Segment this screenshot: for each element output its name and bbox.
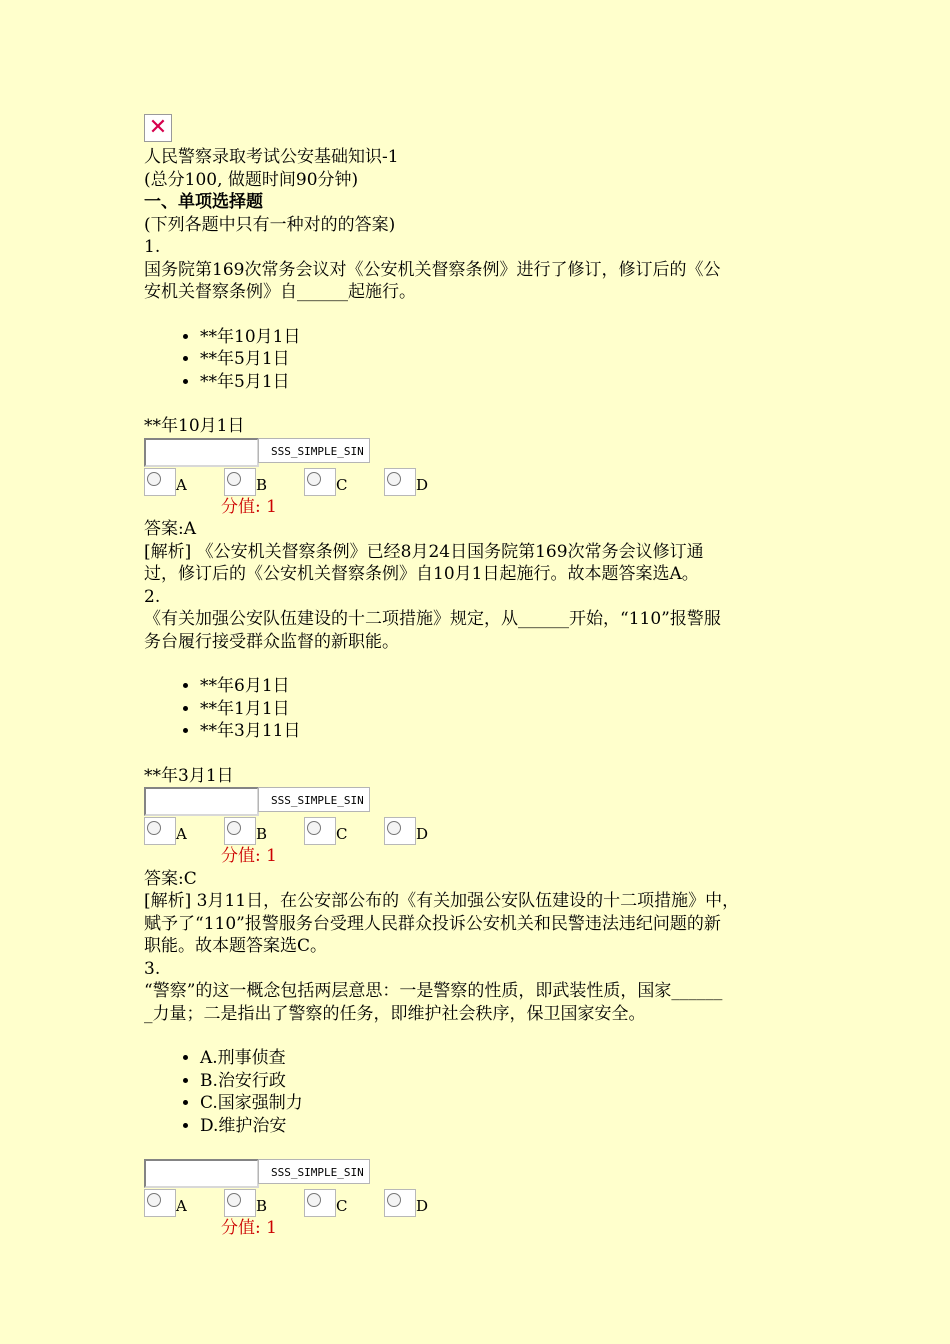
answer-text-input[interactable] bbox=[144, 438, 259, 467]
question-type-select[interactable]: SSS_SIMPLE_SIN bbox=[258, 438, 370, 463]
analysis-text: 过，修订后的《公安机关督察条例》自10月1日起施行。故本题答案选A。 bbox=[144, 564, 699, 584]
question-text: 务台履行接受群众监督的新职能。 bbox=[144, 631, 399, 652]
question-text: 国务院第169次常务会议对《公安机关督察条例》进行了修订，修订后的《公 bbox=[144, 259, 721, 280]
question-text: _力量；二是指出了警察的任务，即维护社会秩序，保卫国家安全。 bbox=[144, 1003, 646, 1024]
answer-radio-group bbox=[144, 817, 824, 845]
close-icon: ✕ bbox=[148, 115, 168, 140]
option-item: • **年6月1日 bbox=[200, 675, 824, 698]
analysis-text: [解析] 《公安机关督察条例》已经8月24日国务院第169次常务会议修订通 bbox=[144, 541, 704, 562]
radio-icon bbox=[227, 821, 241, 835]
analysis-text: [解析] 3月11日，在公安部公布的《有关加强公安队伍建设的十二项措施》中， bbox=[144, 891, 740, 911]
selected-option-text: **年3月1日 bbox=[144, 765, 234, 786]
analysis-text: 职能。故本题答案选C。 bbox=[144, 936, 328, 956]
radio-label: C bbox=[336, 825, 348, 843]
radio-label: A bbox=[176, 1197, 187, 1215]
question-2 bbox=[144, 586, 824, 958]
answer-radio-group bbox=[144, 468, 824, 496]
option-list bbox=[144, 675, 824, 743]
radio-label: A bbox=[176, 825, 187, 843]
option-list bbox=[144, 326, 824, 394]
question-text: 安机关督察条例》自______起施行。 bbox=[144, 282, 416, 302]
score-label: 分值: 1 bbox=[221, 846, 277, 866]
radio-icon bbox=[147, 821, 161, 835]
answer-text: 答案:A bbox=[144, 519, 197, 539]
radio-label: D bbox=[416, 475, 429, 494]
radio-icon bbox=[227, 1193, 241, 1207]
score-label: 分值: 1 bbox=[221, 1218, 277, 1238]
answer-input-row bbox=[144, 787, 824, 817]
answer-text-input[interactable] bbox=[144, 1159, 259, 1188]
option-item: • **年5月1日 bbox=[200, 348, 824, 371]
answer-radio-group bbox=[144, 1189, 824, 1217]
radio-icon bbox=[147, 1193, 161, 1207]
question-type-select[interactable]: SSS_SIMPLE_SIN bbox=[258, 1159, 370, 1184]
radio-label: A bbox=[176, 475, 187, 494]
option-item: • D.维护治安 bbox=[200, 1115, 824, 1138]
option-item: • B.治安行政 bbox=[200, 1070, 824, 1093]
radio-icon bbox=[387, 472, 401, 486]
answer-input-row bbox=[144, 1159, 824, 1189]
radio-icon bbox=[307, 1193, 321, 1207]
exam-meta: (总分100, 做题时间90分钟) bbox=[144, 169, 359, 190]
document-title: 人民警察录取考试公安基础知识-1 bbox=[144, 147, 399, 167]
answer-text: 答案:C bbox=[144, 868, 197, 889]
question-number: 2. bbox=[144, 586, 161, 607]
question-text: “警察”的这一概念包括两层意思：一是警察的性质，即武装性质，国家______ bbox=[144, 981, 723, 1001]
analysis-text: 赋予了“110”报警服务台受理人民群众投诉公安机关和民警违法违纪问题的新 bbox=[144, 913, 721, 934]
answer-text-input[interactable] bbox=[144, 787, 259, 816]
radio-label: B bbox=[256, 1197, 268, 1215]
option-item: • **年5月1日 bbox=[200, 371, 824, 394]
radio-icon bbox=[387, 821, 401, 835]
option-item: • C.国家强制力 bbox=[200, 1092, 824, 1115]
option-item: • A.刑事侦查 bbox=[200, 1047, 824, 1070]
radio-label: B bbox=[256, 475, 268, 494]
radio-icon bbox=[387, 1193, 401, 1207]
selected-option-text: **年10月1日 bbox=[144, 416, 245, 436]
option-list bbox=[144, 1047, 824, 1137]
question-type-select[interactable]: SSS_SIMPLE_SIN bbox=[258, 787, 370, 812]
radio-icon bbox=[307, 821, 321, 835]
option-item: • **年3月11日 bbox=[200, 720, 824, 743]
option-item: • **年10月1日 bbox=[200, 326, 824, 349]
radio-icon bbox=[307, 472, 321, 486]
answer-input-row bbox=[144, 438, 824, 468]
radio-label: C bbox=[336, 1197, 348, 1215]
question-text: 《有关加强公安队伍建设的十二项措施》规定，从______开始，“110”报警服 bbox=[144, 609, 721, 629]
option-item: • **年1月1日 bbox=[200, 698, 824, 721]
score-label: 分值: 1 bbox=[221, 496, 277, 517]
question-number: 3. bbox=[144, 958, 161, 979]
section-heading: 一、单项选择题 bbox=[144, 192, 263, 212]
radio-label: D bbox=[416, 825, 429, 843]
section-instruction: (下列各题中只有一种对的的答案) bbox=[144, 214, 396, 235]
document-page bbox=[144, 114, 824, 1240]
question-number: 1. bbox=[144, 237, 161, 257]
radio-label: C bbox=[336, 475, 348, 494]
question-3 bbox=[144, 958, 824, 1240]
radio-label: B bbox=[256, 825, 268, 843]
radio-label: D bbox=[416, 1197, 429, 1215]
radio-icon bbox=[147, 472, 161, 486]
close-button[interactable] bbox=[144, 114, 172, 142]
radio-icon bbox=[227, 472, 241, 486]
question-1 bbox=[144, 236, 824, 586]
